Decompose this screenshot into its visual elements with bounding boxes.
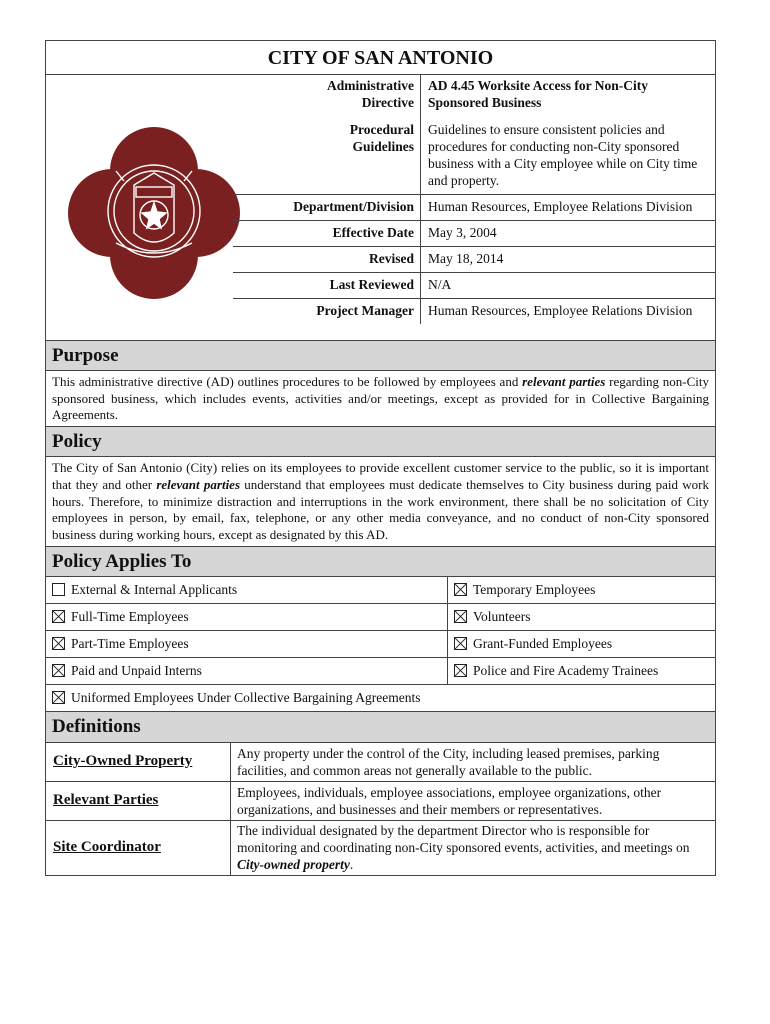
applies-heading: Policy Applies To [45, 546, 716, 576]
applies-item[interactable]: Part-Time Employees [46, 630, 448, 657]
definition-term: Site Coordinator [46, 820, 231, 875]
header-block [45, 40, 716, 340]
label-procedural-guidelines: Procedural Guidelines [233, 113, 421, 195]
checkbox-icon[interactable] [454, 637, 467, 650]
definition-text: Employees, individuals, employee associations, employee organizations, other organizations, and businesses and their members or representatives. [231, 781, 716, 820]
policy-text: The City of San Antonio (City) relies on its employees to provide excellent customer service to the public, so it is important that they and other relevant parties understand that employees must dedicate themselves to City business during paid work hours. Therefore, to minimize distraction and interruptions in the work environment, there shall be no solicitation of City employees in person, by email, fax, telephone, or any other media conveyance, and no conduct of non-City sponsored business during working hours, except as designated by this AD. [45, 456, 716, 546]
checkbox-icon[interactable] [52, 583, 65, 596]
applies-item[interactable]: Police and Fire Academy Trainees [448, 657, 716, 684]
applies-item[interactable]: Full-Time Employees [46, 603, 448, 630]
applies-item[interactable]: Volunteers [448, 603, 716, 630]
policy-heading: Policy [45, 426, 716, 456]
label-effective-date: Effective Date [233, 221, 421, 247]
applies-item[interactable]: Grant-Funded Employees [448, 630, 716, 657]
definition-text: The individual designated by the department Director who is responsible for monitoring and coordinating non-City sponsored events, activities, and meetings on City-owned property. [231, 820, 716, 875]
applies-item[interactable]: Paid and Unpaid Interns [46, 657, 448, 684]
value-directive-title: AD 4.45 Worksite Access for Non-City Sponsored Business [428, 78, 648, 110]
checkbox-icon[interactable] [52, 664, 65, 677]
checkbox-icon[interactable] [454, 583, 467, 596]
purpose-heading: Purpose [45, 340, 716, 370]
city-title: CITY OF SAN ANTONIO [46, 41, 715, 75]
applies-item[interactable]: Uniformed Employees Under Collective Bargaining Agreements [46, 684, 716, 711]
checkbox-icon[interactable] [454, 610, 467, 623]
definitions-heading: Definitions [45, 712, 716, 742]
checkbox-icon[interactable] [52, 691, 65, 704]
applies-item[interactable]: Temporary Employees [448, 576, 716, 603]
label-project-manager: Project Manager [233, 299, 421, 325]
definition-text: Any property under the control of the City, including leased premises, parking facilities, and common areas not generally available to the public. [231, 742, 716, 781]
value-revised: May 18, 2014 [421, 247, 717, 273]
label-revised: Revised [233, 247, 421, 273]
definition-term: City-Owned Property [46, 742, 231, 781]
value-last-reviewed: N/A [421, 273, 717, 299]
label-administrative-directive: Administrative Directive [233, 74, 421, 113]
applies-item[interactable]: External & Internal Applicants [46, 576, 448, 603]
label-department: Department/Division [233, 195, 421, 221]
value-project-manager: Human Resources, Employee Relations Division [421, 299, 717, 325]
checkbox-icon[interactable] [52, 637, 65, 650]
purpose-text: This administrative directive (AD) outlines procedures to be followed by employees and relevant parties regarding non-City sponsored business, which includes events, activities and/or meetings, except as provided for in Collective Bargaining Agreements. [45, 370, 716, 426]
value-department: Human Resources, Employee Relations Division [421, 195, 717, 221]
checkbox-icon[interactable] [454, 664, 467, 677]
directive-info-table [233, 74, 716, 324]
value-effective-date: May 3, 2004 [421, 221, 717, 247]
directive-page [45, 40, 716, 876]
label-last-reviewed: Last Reviewed [233, 273, 421, 299]
applies-table [45, 576, 716, 712]
city-seal-icon [64, 123, 244, 303]
definitions-table [45, 742, 716, 876]
definition-term: Relevant Parties [46, 781, 231, 820]
checkbox-icon[interactable] [52, 610, 65, 623]
value-guidelines: Guidelines to ensure consistent policies and procedures for conducting non-City sponsored business with a City employee while on City time and property. [428, 122, 698, 188]
